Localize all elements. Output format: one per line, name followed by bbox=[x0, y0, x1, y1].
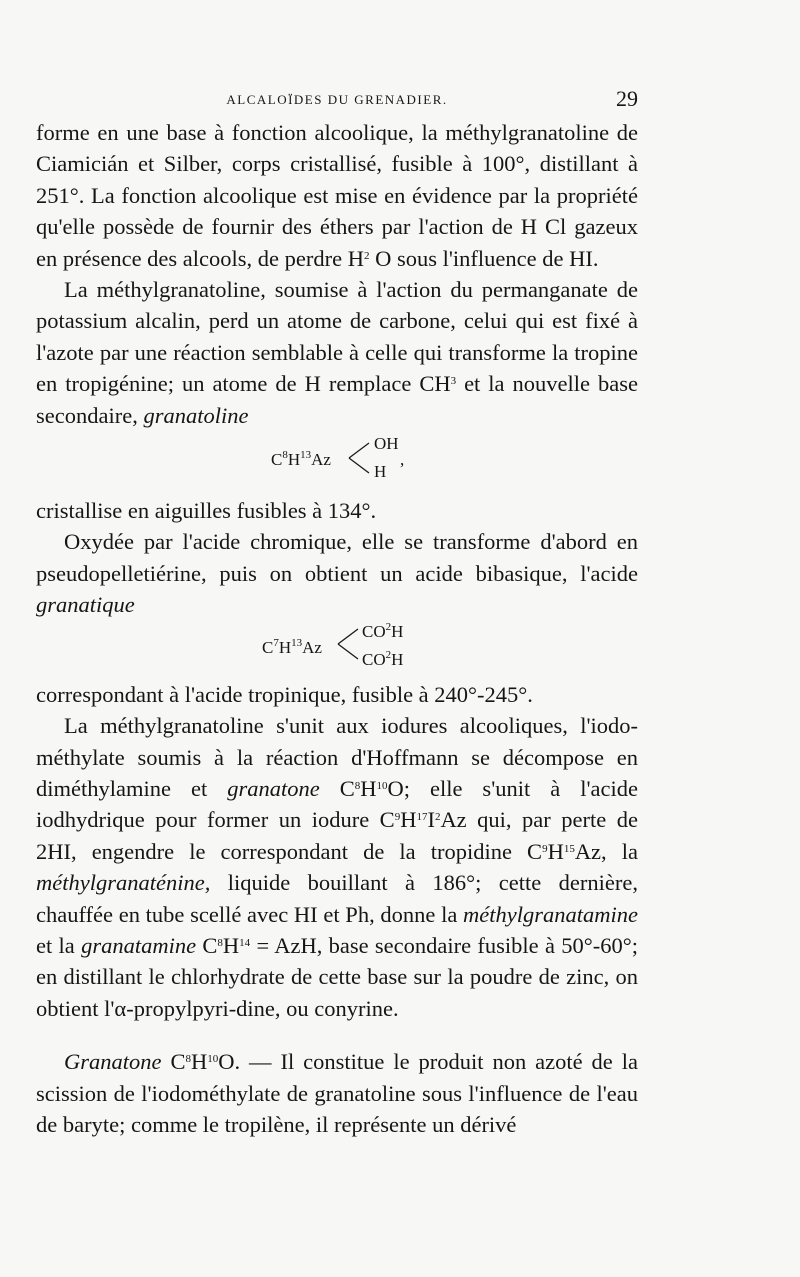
text: O sous l'influence de HI. bbox=[369, 245, 599, 271]
superscript: 2 bbox=[363, 249, 370, 262]
text: La méthylgranatoline, soumise à l'action du permanganate de potassium alcalin, perd un atome de carbone, celui qui est fixé à l'azote par une réaction semblable à celle qui transforme la tropine en tropigénine; un atome de H remplace CH bbox=[36, 277, 638, 397]
formula-bottom: H bbox=[374, 462, 387, 482]
text: et la nouvelle base secondaire, bbox=[36, 371, 638, 428]
formula-granatoline bbox=[36, 431, 638, 495]
formula-left: $C^8H^{13}Az$ bbox=[271, 449, 331, 470]
page-body bbox=[36, 117, 638, 1140]
paragraph-1 bbox=[36, 117, 638, 274]
paragraph-4 bbox=[36, 526, 638, 620]
section-gap bbox=[36, 1024, 638, 1046]
italic-term: granatoline bbox=[143, 402, 249, 428]
paragraph-3: cristallise en aiguilles fusibles à 134°. bbox=[36, 498, 377, 524]
paragraph-7: Granatone $C^8H^{10}O$. — Il constitue le produit non azoté de la scission de l'iodométhylate de granatoline sous l'influence de l'eau de baryte; comme le tropilène, il représente un dérivé bbox=[36, 1049, 638, 1137]
formula-granatique bbox=[36, 621, 638, 679]
italic-term: granatique bbox=[36, 592, 135, 618]
superscript: 3 bbox=[450, 375, 457, 388]
branch-lines bbox=[349, 441, 373, 475]
formula-top: $CO^2H$ bbox=[362, 620, 404, 641]
section-title: Granatone bbox=[64, 1049, 162, 1075]
page-header bbox=[36, 86, 638, 114]
italic-term: granatamine bbox=[81, 932, 197, 958]
formula-bottom: $CO^2H$ bbox=[362, 648, 404, 669]
paragraph-2 bbox=[36, 274, 638, 431]
running-head: ALCALOÏDES DU GRENADIER. bbox=[226, 92, 448, 107]
italic-term: méthylgranaténine, bbox=[36, 870, 211, 896]
page-number: 29 bbox=[616, 86, 638, 111]
italic-term: granatone bbox=[227, 775, 320, 801]
text: forme en une base à fonction alcoolique, la méthylgranatoline de Ciamicián et Silber, corps cristallisé, fusible à 100°, distillant à 251°. La fonction alcoolique est mise en évidence par la propriété qu'elle possède de fournir des éthers par l'action de H Cl gazeux en présence des alcools, de perdre H bbox=[36, 120, 638, 271]
branch-lines bbox=[338, 627, 362, 661]
formula-left: $C^7H^{13}Az$ bbox=[262, 636, 322, 657]
formula-top: OH bbox=[374, 434, 399, 454]
text: Oxydée par l'acide chromique, elle se transforme d'abord en pseudopelletiérine, puis on obtient un acide bibasique, l'acide bbox=[36, 529, 638, 586]
italic-term: méthylgranatamine bbox=[463, 901, 638, 927]
paragraph-5: correspondant à l'acide tropinique, fusible à 240°-245°. bbox=[36, 681, 533, 707]
formula-comma: , bbox=[400, 450, 405, 470]
paragraph-6: La méthylgranatoline s'unit aux iodures alcooliques, l'iodo-méthylate soumis à la réaction d'Hoffmann se décompose en diméthylamine et granatone $C^8H^{10}O$; elle s'unit à l'acide iodhydrique pour former un iodure $C^9H^{17}I^2Az$ qui, par perte de 2HI, engendre le correspondant de la tropidine $C^9H^{15}Az$, la méthylgranaténine, liquide bouillant à 186°; cette dernière, chauffée en tube scellé avec HI et Ph, donne la méthylgranatamine et la granatamine $C^8H^{14}$ = AzH, base secondaire fusible à 50°-60°; en distillant le chlorhydrate de cette base sur la poudre de zinc, on obtient l'α-propylpyri-dine, ou conyrine. bbox=[36, 713, 638, 1021]
